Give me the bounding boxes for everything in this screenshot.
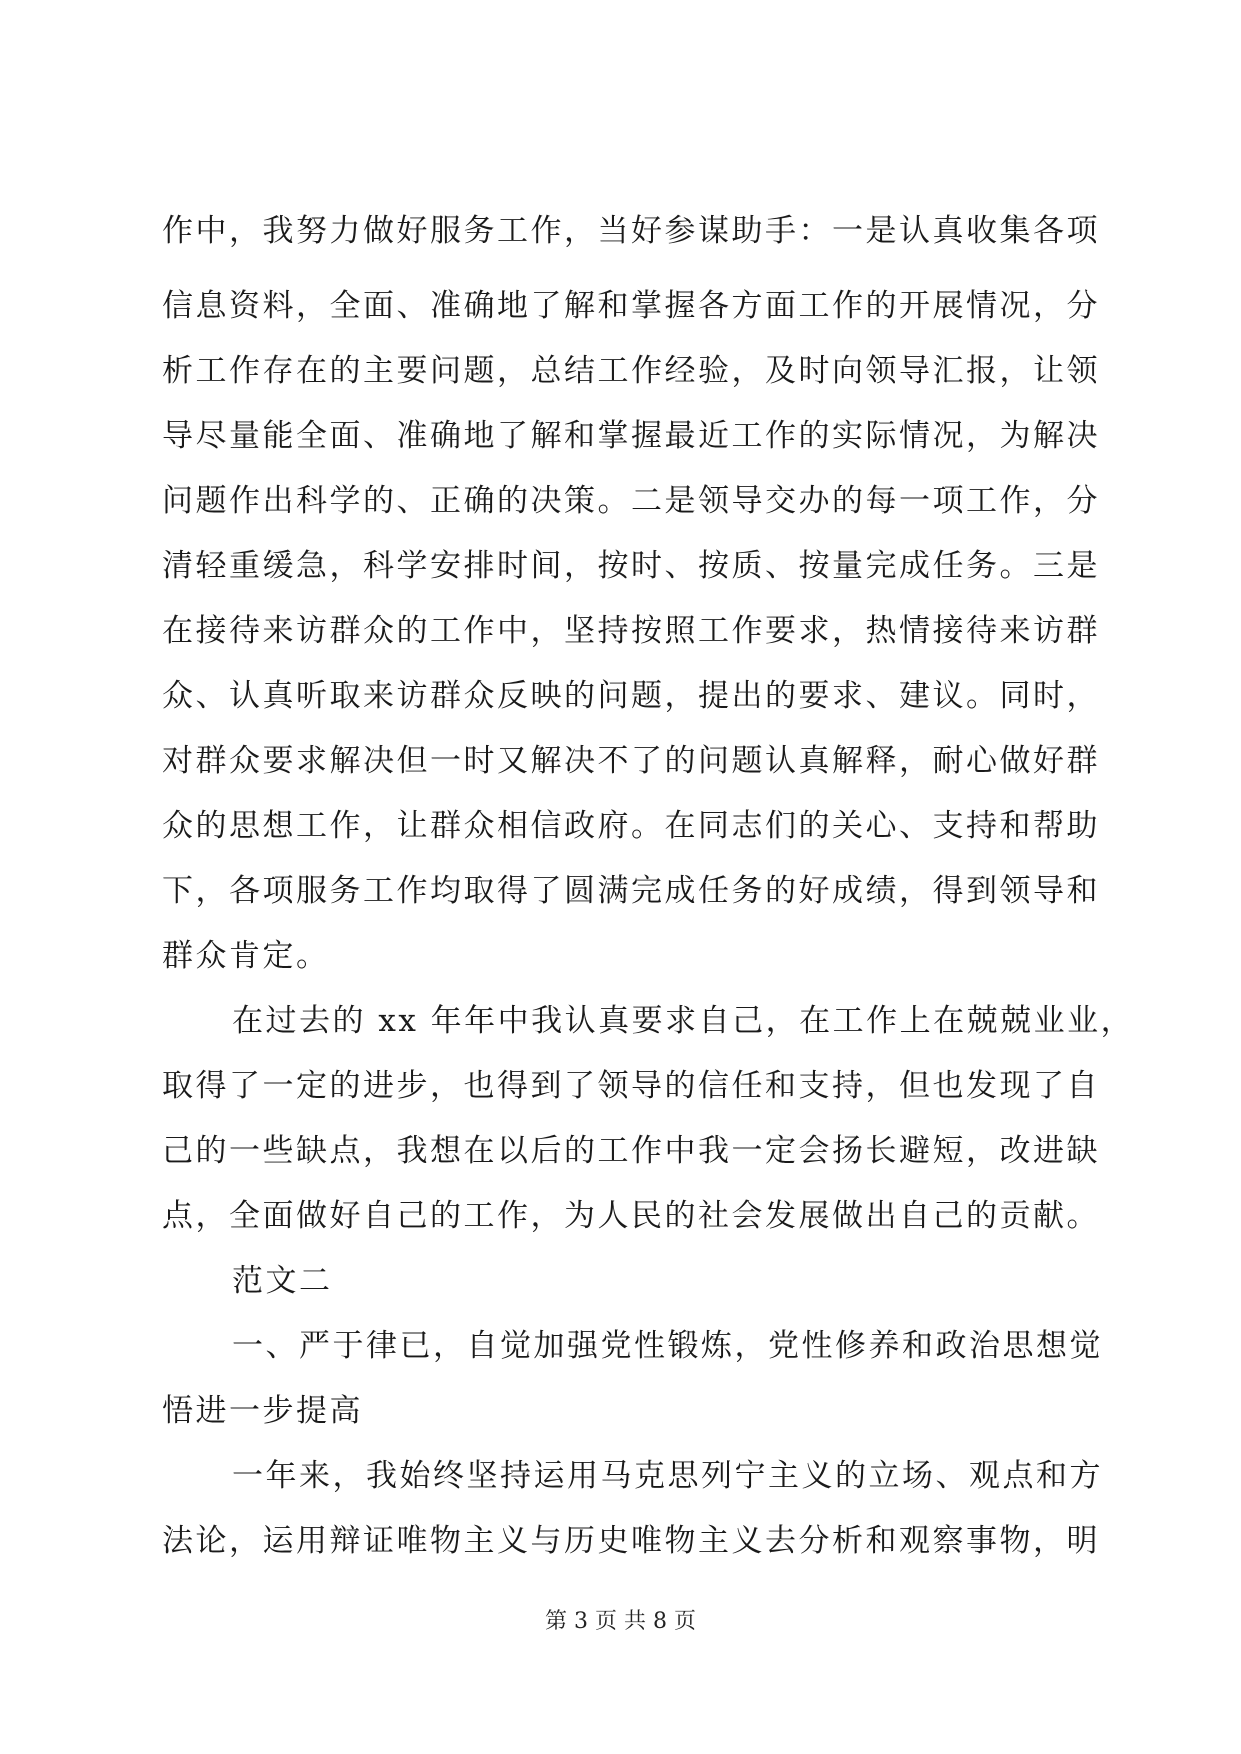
body-line: 在过去的 xx 年年中我认真要求自己，在工作上在兢兢业业， bbox=[232, 1003, 1135, 1039]
body-line: 取得了一定的进步，也得到了领导的信任和支持，但也发现了自 bbox=[162, 1068, 1100, 1104]
body-line: 己的一些缺点，我想在以后的工作中我一定会扬长避短，改进缺 bbox=[162, 1133, 1100, 1169]
body-line: 作中，我努力做好服务工作，当好参谋助手：一是认真收集各项 bbox=[162, 213, 1100, 249]
body-line: 众的思想工作，让群众相信政府。在同志们的关心、支持和帮助 bbox=[162, 808, 1100, 844]
body-line: 一、严于律已，自觉加强党性锻炼，党性修养和政治思想觉 bbox=[232, 1328, 1103, 1364]
body-line: 一年来，我始终坚持运用马克思列宁主义的立场、观点和方 bbox=[232, 1458, 1103, 1494]
body-line: 下，各项服务工作均取得了圆满完成任务的好成绩，得到领导和 bbox=[162, 873, 1100, 909]
body-line: 法论，运用辩证唯物主义与历史唯物主义去分析和观察事物，明 bbox=[162, 1523, 1100, 1559]
body-line: 问题作出科学的、正确的决策。二是领导交办的每一项工作，分 bbox=[162, 483, 1100, 519]
page-number-footer: 第 3 页 共 8 页 bbox=[545, 1609, 696, 1634]
body-line: 信息资料，全面、准确地了解和掌握各方面工作的开展情况，分 bbox=[162, 288, 1100, 324]
body-line: 群众肯定。 bbox=[162, 938, 330, 974]
body-line: 析工作存在的主要问题，总结工作经验，及时向领导汇报，让领 bbox=[162, 353, 1100, 389]
body-line: 清轻重缓急，科学安排时间，按时、按质、按量完成任务。三是 bbox=[162, 548, 1100, 584]
section-heading: 范文二 bbox=[232, 1263, 333, 1299]
body-line: 众、认真听取来访群众反映的问题，提出的要求、建议。同时， bbox=[162, 678, 1100, 714]
body-line: 对群众要求解决但一时又解决不了的问题认真解释，耐心做好群 bbox=[162, 743, 1100, 779]
body-line: 点，全面做好自己的工作，为人民的社会发展做出自己的贡献。 bbox=[162, 1198, 1100, 1234]
body-line: 悟进一步提高 bbox=[162, 1393, 363, 1429]
body-line: 导尽量能全面、准确地了解和掌握最近工作的实际情况，为解决 bbox=[162, 418, 1100, 454]
body-line: 在接待来访群众的工作中，坚持按照工作要求，热情接待来访群 bbox=[162, 613, 1100, 649]
